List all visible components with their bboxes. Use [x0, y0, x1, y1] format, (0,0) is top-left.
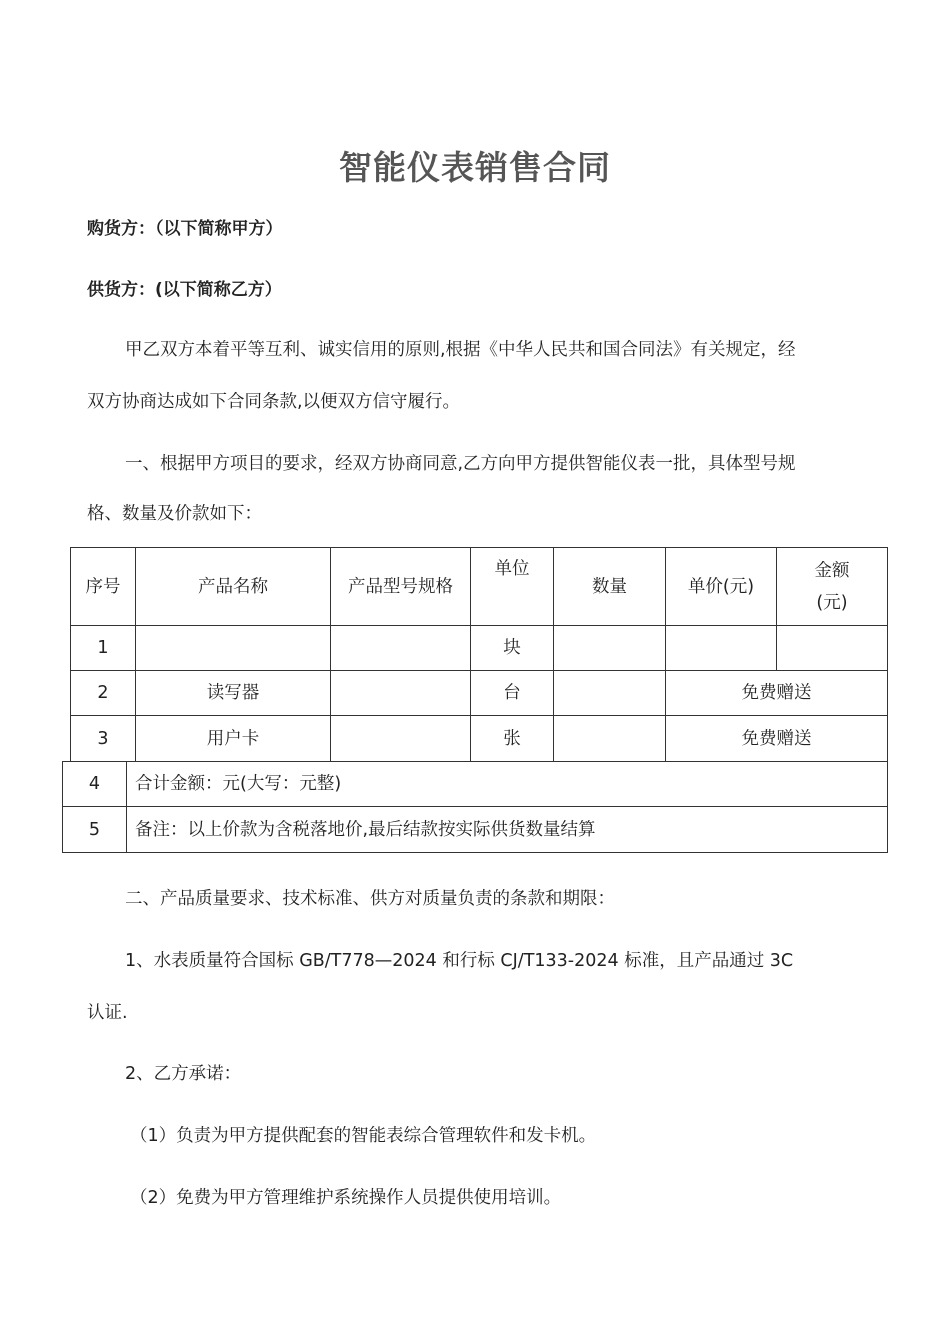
total-amount: 合计金额：元(大写：元整) — [126, 761, 888, 807]
header-quantity: 数量 — [553, 547, 666, 626]
row1-price — [665, 625, 777, 671]
row1-name — [135, 625, 331, 671]
row3-name: 用户卡 — [135, 715, 331, 762]
row1-unit: 块 — [470, 625, 554, 671]
supplier-label: 供货方：(以下简称乙方） — [87, 280, 282, 300]
clause1-line-2: 格、数量及价款如下： — [87, 504, 262, 524]
document-title: 智能仪表销售合同 — [339, 148, 611, 187]
clause2-sub2: （2）免费为甲方管理维护系统操作人员提供使用培训。 — [130, 1188, 562, 1208]
row3-unit: 张 — [470, 715, 554, 762]
header-amount-line1: 金额 — [814, 560, 850, 581]
header-product-name: 产品名称 — [135, 547, 331, 626]
remark-seq: 5 — [62, 806, 127, 853]
intro-line-1: 甲乙双方本着平等互利、诚实信用的原则,根据《中华人民共和国合同法》有关规定，经 — [125, 340, 796, 360]
row2-model — [330, 670, 471, 716]
header-unit-price: 单价(元) — [665, 547, 777, 626]
row2-unit: 台 — [470, 670, 554, 716]
row1-qty — [553, 625, 666, 671]
row3-seq: 3 — [70, 715, 136, 762]
row3-price-amount: 免费赠送 — [665, 715, 888, 762]
row3-model — [330, 715, 471, 762]
intro-line-2: 双方协商达成如下合同条款,以便双方信守履行。 — [87, 392, 461, 412]
row2-seq: 2 — [70, 670, 136, 716]
clause2-item1-line1: 1、水表质量符合国标 GB/T778—2024 和行标 CJ/T133-2024 标准，且产品通过 3C — [125, 951, 794, 971]
clause2-item1-line2: 认证. — [87, 1003, 128, 1023]
clause2-item2: 2、乙方承诺： — [125, 1064, 242, 1084]
row1-amount — [776, 625, 888, 671]
row2-name: 读写器 — [135, 670, 331, 716]
row2-price-amount: 免费赠送 — [665, 670, 888, 716]
header-model: 产品型号规格 — [330, 547, 471, 626]
buyer-label: 购货方：（以下简称甲方） — [87, 219, 283, 239]
clause2-sub1: （1）负责为甲方提供配套的智能表综合管理软件和发卡机。 — [130, 1126, 597, 1146]
row1-model — [330, 625, 471, 671]
row1-seq: 1 — [70, 625, 136, 671]
row2-qty — [553, 670, 666, 716]
header-amount — [776, 547, 888, 626]
clause2-heading: 二、产品质量要求、技术标准、供方对质量负责的条款和期限： — [125, 889, 615, 909]
row3-qty — [553, 715, 666, 762]
clause1-line-1: 一、根据甲方项目的要求，经双方协商同意,乙方向甲方提供智能仪表一批，具体型号规 — [125, 454, 796, 474]
header-amount-line2: (元) — [816, 592, 848, 613]
total-seq: 4 — [62, 761, 127, 807]
header-unit: 单位 — [470, 547, 554, 626]
remark-text: 备注：以上价款为含税落地价,最后结款按实际供货数量结算 — [126, 806, 888, 853]
header-seq: 序号 — [70, 547, 136, 626]
